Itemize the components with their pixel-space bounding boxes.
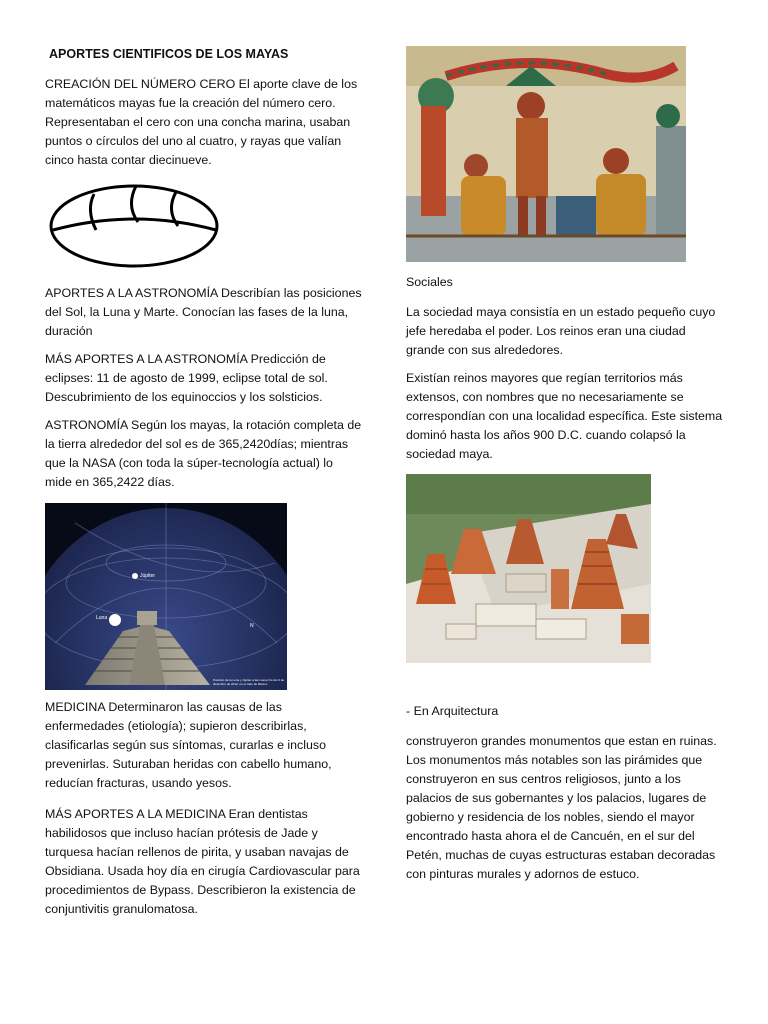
sky-pyramid-image — [45, 503, 287, 690]
astronomy-paragraph-2: MÁS APORTES A LA ASTRONOMÍA Predicción de eclipses: 11 de agosto de 1999, eclipse total de sol. Descubrimiento de los equinoccios y los solsticios. — [45, 352, 328, 404]
maya-mural-icon — [406, 46, 686, 262]
shell-zero-glyph-icon — [48, 180, 224, 272]
astronomy-paragraph-3: ASTRONOMÍA Según los mayas, la rotación completa de la tierra alrededor del sol es de 365,2420días; mientras que la NASA (con toda la súper-tecnología actual) lo mide en 365,2422 días. — [45, 418, 362, 489]
north-label: N — [250, 623, 254, 629]
social-paragraph-2: Existían reinos mayores que regían territorios más extensos, con nombres que no necesariamente se correspondían con una localidad específica. Este sistema dominó hasta los años 900 D.C. cuando colapsó la sociedad maya. — [406, 371, 723, 461]
architecture-paragraph: construyeron grandes monumentos que estan en ruinas. Los monumentos más notables son las pirámides que construyeron en sus centros religiosos, junto a los palacios de sus gobernantes y los palacios, lugares de gobierno y residencia de los nobles, siendo el mayor encontrado hasta ahora el de Cancuén, en el sur del Petén, muchas de cuyas estructuras estaban decoradas con pinturas murales y adornos de estuco. — [406, 734, 717, 881]
medicine-paragraph-2: MÁS APORTES A LA MEDICINA Eran dentistas habilidosos que incluso hacían prótesis de Jade y turquesa hacían rellenos de pirita, y usaban navajas de Obsidiana. Usada hoy día en cirugía Cardiovascular para procedimientos de Bypass. Describieron la existencia de conjuntivitis granulomatosa. — [45, 807, 360, 916]
architecture-heading: - En Arquitectura — [406, 704, 499, 718]
social-paragraph-1: La sociedad maya consistía en un estado pequeño cuyo jefe heredaba el poder. Los reinos eran una ciudad grande con sus alrededores. — [406, 305, 716, 357]
page-title: APORTES CIENTIFICOS DE LOS MAYAS — [49, 47, 289, 61]
medicine-paragraph-1: MEDICINA Determinaron las causas de las enfermedades (etiología); supieron describirlas, clasificarlas según sus síntomas, curarlas e incluso prevenirlas. Suturaban heridas con cabello humano, reducían fracturas, usando yesos. — [45, 700, 332, 790]
jupiter-label: Júpiter — [140, 573, 156, 579]
maya-city-model-icon — [406, 474, 651, 663]
moon-label: Luna — [96, 615, 108, 621]
sky-caption: Posición de la Luna y Júpiter a las nueve hrs del 4 de diciembre de 2012, en el cielo de México — [213, 678, 285, 686]
zero-paragraph: CREACIÓN DEL NÚMERO CERO El aporte clave de los matemáticos mayas fue la creación del número cero. Representaban el cero con una concha marina, usaban puntos o círculos del uno al cuatro, y rayas que valían cinco hasta contar diecinueve. — [45, 77, 358, 167]
social-heading: Sociales — [406, 275, 453, 289]
astronomy-paragraph-1: APORTES A LA ASTRONOMÍA Describían las posiciones del Sol, la Luna y Marte. Conocían las fases de la luna, duración — [45, 286, 362, 338]
